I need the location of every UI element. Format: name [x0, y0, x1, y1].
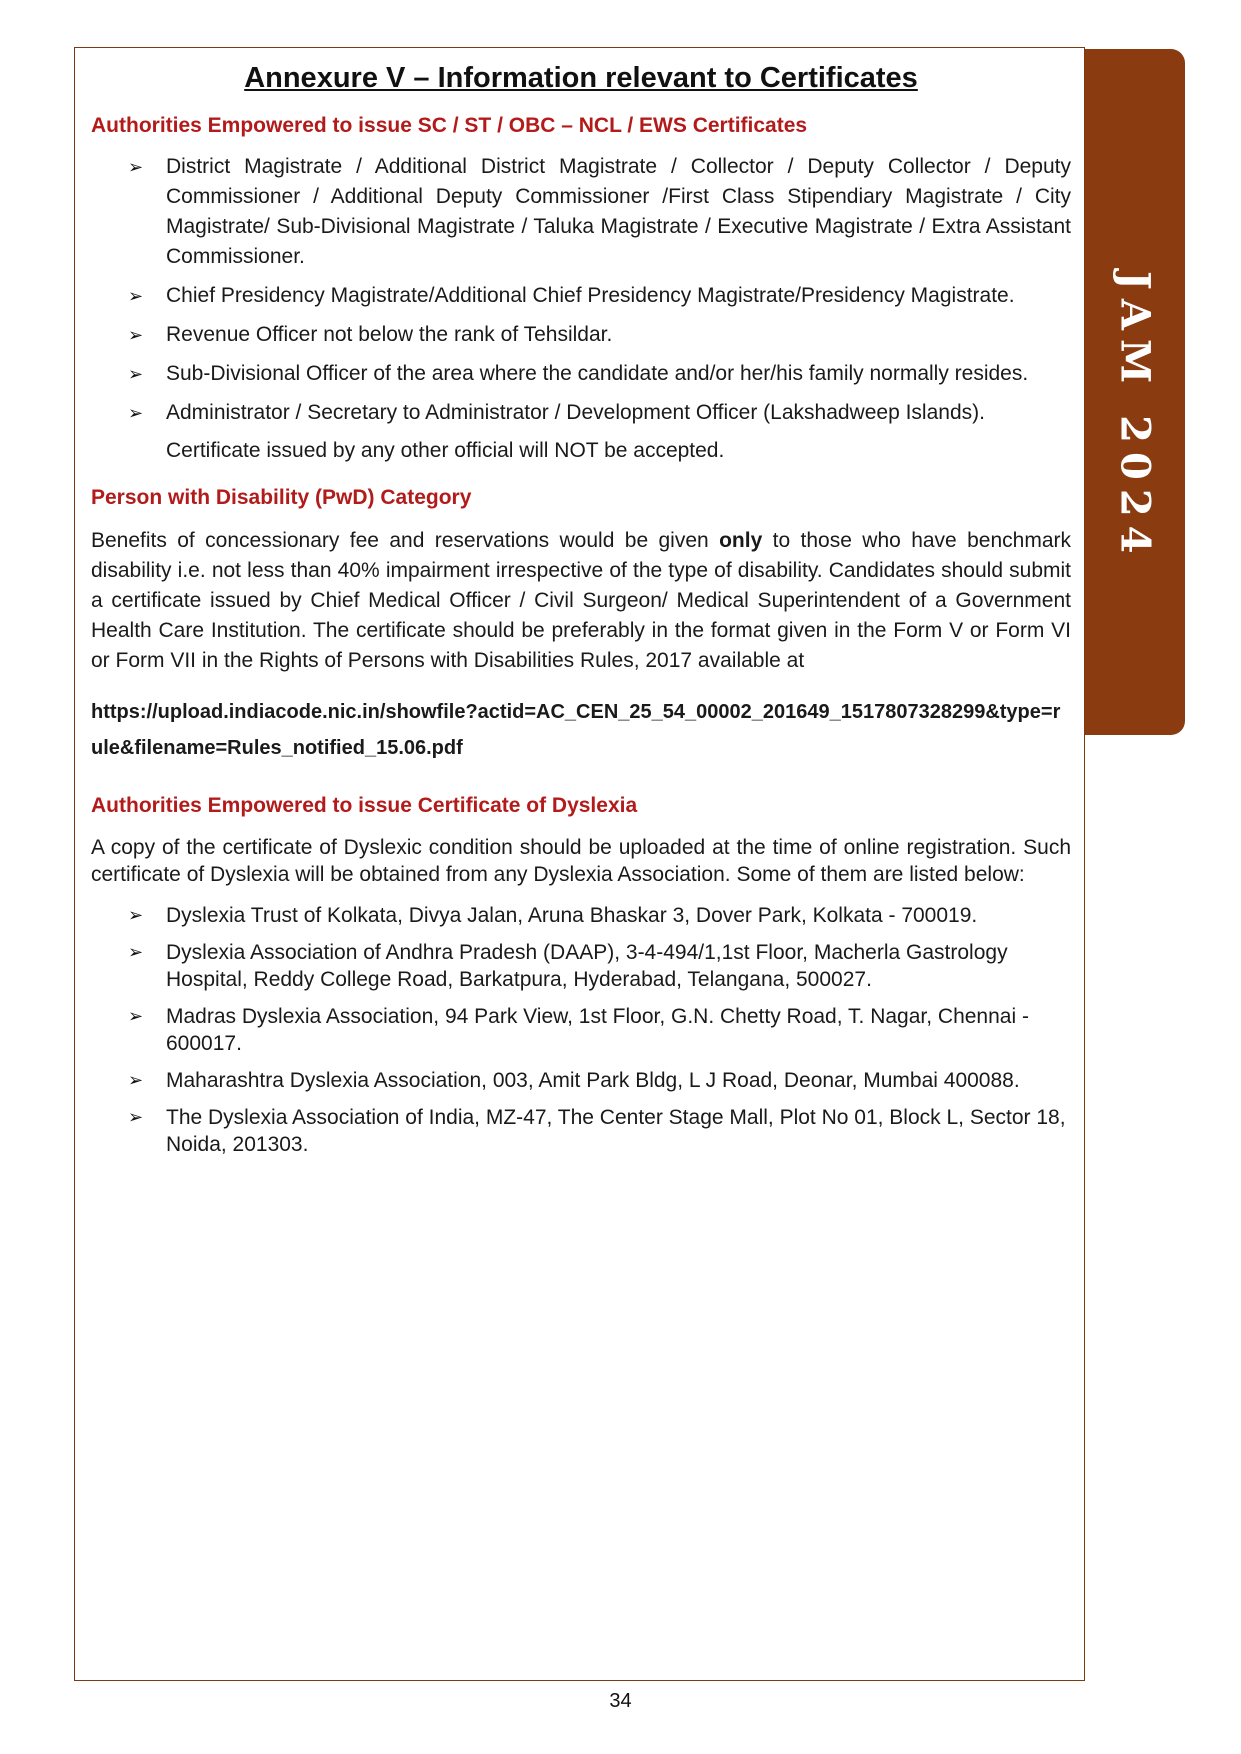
rules-url-link[interactable]: https://upload.indiacode.nic.in/showfile?actid=AC_CEN_25_54_00002_201649_1517807328299&type=rule&filename=Rules_notified_15.06.pdf — [91, 701, 1061, 759]
section-heading-dyslexia: Authorities Empowered to issue Certificate of Dyslexia — [91, 794, 638, 817]
dyslexia-association-list — [91, 902, 1071, 1158]
list-item: ➢ Administrator / Secretary to Administrator / Development Officer (Lakshadweep Islands). — [91, 398, 1071, 428]
list-item: ➢ Madras Dyslexia Association, 94 Park View, 1st Floor, G.N. Chetty Road, T. Nagar, Chennai - 600017. — [128, 1005, 1029, 1055]
section-heading-caste-certificates: Authorities Empowered to issue SC / ST / OBC – NCL / EWS Certificates — [91, 114, 808, 137]
page-content — [91, 58, 1071, 1158]
page-number: 34 — [609, 1690, 632, 1712]
arrow-bullet-icon: ➢ — [128, 364, 144, 384]
list-item: ➢ Sub-Divisional Officer of the area where the candidate and/or her/his family normally resides. — [91, 359, 1071, 389]
arrow-bullet-icon: ➢ — [128, 942, 144, 962]
arrow-bullet-icon: ➢ — [128, 1107, 144, 1127]
list-item: ➢ Revenue Officer not below the rank of Tehsildar. — [91, 320, 1071, 350]
list-item: ➢ Dyslexia Association of Andhra Pradesh (DAAP), 3-4-494/1,1st Floor, Macherla Gastrology Hospital, Reddy College Road, Barkatpura, Hyderabad, Telangana, 500027. — [128, 941, 1008, 991]
list-item: ➢ Chief Presidency Magistrate/Additional Chief Presidency Magistrate/Presidency Magistrate. — [91, 281, 1071, 311]
list-item: ➢ Maharashtra Dyslexia Association, 003, Amit Park Bldg, L J Road, Deonar, Mumbai 400088. — [128, 1069, 1020, 1092]
arrow-bullet-icon: ➢ — [128, 286, 144, 306]
section-heading-pwd: Person with Disability (PwD) Category — [91, 486, 472, 509]
arrow-bullet-icon: ➢ — [128, 1006, 144, 1026]
arrow-bullet-icon: ➢ — [128, 1070, 144, 1090]
certificate-note: Certificate issued by any other official will NOT be accepted. — [166, 439, 725, 462]
list-item: ➢ The Dyslexia Association of India, MZ-47, The Center Stage Mall, Plot No 01, Block L, Sector 18, Noida, 201303. — [128, 1106, 1066, 1156]
page-title: Annexure V – Information relevant to Certificates — [244, 62, 918, 94]
arrow-bullet-icon: ➢ — [128, 325, 144, 345]
caste-authority-list — [91, 152, 1071, 428]
list-item: ➢ Dyslexia Trust of Kolkata, Divya Jalan, Aruna Bhaskar 3, Dover Park, Kolkata - 700019. — [128, 904, 978, 927]
list-item: ➢ District Magistrate / Additional District Magistrate / Collector / Deputy Collector / Deputy Commissioner / Additional Deputy Commissioner /First Class Stipendiary Magistrate / City Magistrate/ Sub-Divisional Magistrate / Taluka Magistrate / Executive Magistrate / Extra Assistant Commissioner. — [91, 152, 1071, 272]
arrow-bullet-icon: ➢ — [128, 157, 144, 177]
arrow-bullet-icon: ➢ — [128, 403, 144, 423]
side-tab — [1085, 49, 1185, 735]
side-tab-label: JAM 2024 — [1111, 271, 1159, 563]
arrow-bullet-icon: ➢ — [128, 905, 144, 925]
dyslexia-paragraph: A copy of the certificate of Dyslexic condition should be uploaded at the time of online registration. Such certificate of Dyslexia will be obtained from any Dyslexia Association. Some of them are listed below: — [91, 836, 1071, 886]
pwd-paragraph: Benefits of concessionary fee and reservations would be given only to those who have benchmark disability i.e. not less than 40% impairment irrespective of the type of disability. Candidates should submit a certificate issued by Chief Medical Officer / Civil Surgeon/ Medical Superintendent of a Government Health Care Institution. The certificate should be preferably in the format given in the Form V or Form VI or Form VII in the Rights of Persons with Disabilities Rules, 2017 available at — [91, 529, 1071, 672]
